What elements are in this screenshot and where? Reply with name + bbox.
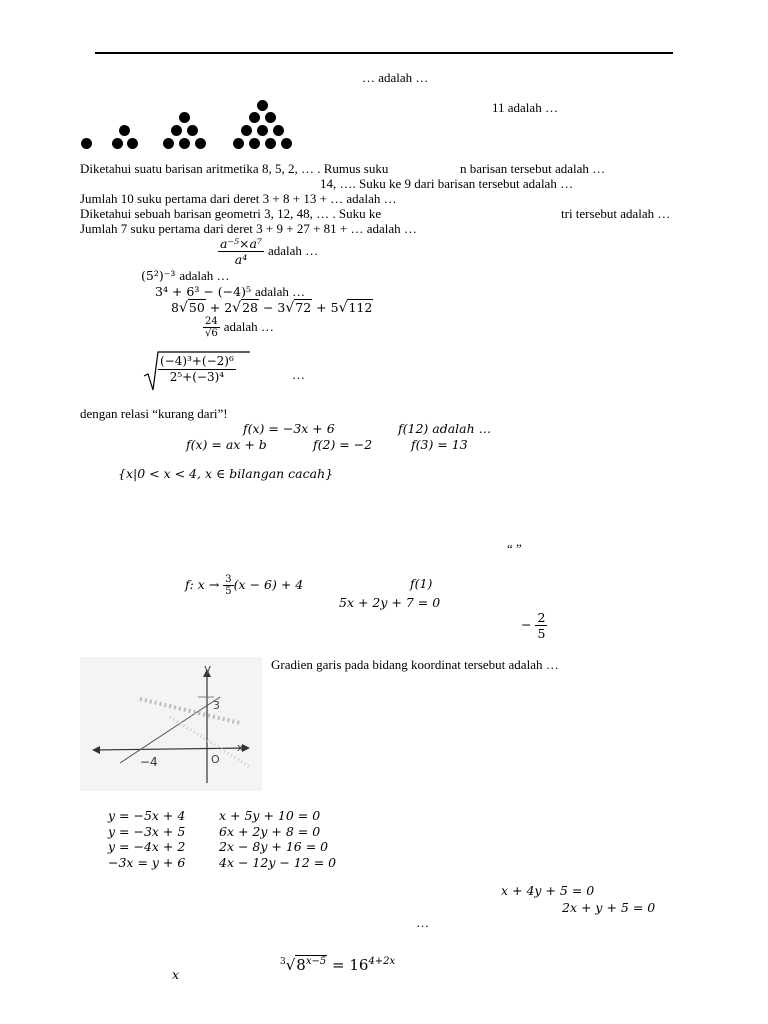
header-line-1: … adalah …	[362, 70, 429, 85]
question-geometric-b: tri tersebut adalah …	[561, 206, 671, 221]
question-arithmetic-a: Diketahui suatu barisan aritmetika 8, 5, 2, … . Rumus suku	[80, 161, 389, 176]
question-arithmetic-b: n barisan tersebut adalah …	[460, 161, 606, 176]
graph-label-y: y	[204, 662, 212, 676]
exponential-equation: $^3√8^{x-5} = 16^{4+2x}$	[280, 956, 396, 974]
graph-label-3: 3	[213, 699, 220, 712]
expr-surd-fraction: $\frac{24}{√6}$ adalah …	[205, 316, 274, 339]
question-relation: dengan relasi “kurang dari”!	[80, 406, 228, 421]
graph-label-minus-4: −4	[140, 755, 158, 769]
expr-power-fraction: $\frac{\text{a⁻⁵×a⁷}}{\text{a⁴}}$ adalah …	[220, 236, 319, 267]
func-f2: f(x) = ax + b	[186, 437, 267, 452]
graph-label-x: x	[237, 741, 244, 754]
set-notation: {x|0 < x < 4, x ∈ bilangan cacah}	[118, 466, 334, 481]
question-gradient: Gradien garis pada bidang koordinat tersebut adalah …	[271, 657, 559, 672]
options-left: y = −5x + 4 y = −3x + 5 y = −4x + 2 −3x = y + 6	[108, 808, 186, 870]
exp-variable: x	[172, 967, 180, 982]
expr-power-3: 3⁴ + 6³ − (−4)⁵ adalah …	[155, 284, 306, 299]
header-line-2: 11 adalah …	[492, 100, 558, 115]
func-f1-ask: f(12) adalah …	[398, 421, 492, 436]
top-rule	[95, 52, 673, 54]
question-sum-7: Jumlah 7 suku pertama dari deret 3 + 9 + 27 + 81 + … adalah …	[80, 221, 417, 236]
question-geometric-a: Diketahui sebuah barisan geometri 3, 12, 48, … . Suku ke	[80, 206, 382, 221]
mapping-f1: f(1)	[410, 576, 433, 591]
mapping-function: f: x → $\frac{3}{5}$ (x − 6) + 4	[185, 574, 304, 597]
root-ellipsis: …	[292, 367, 305, 382]
lines-ellipsis: …	[416, 915, 429, 930]
func-f2-val-2: f(3) = 13	[411, 437, 468, 452]
func-f1: f(x) = −3x + 6	[243, 421, 335, 436]
coordinate-graph	[80, 657, 262, 791]
line-eq-1: x + 4y + 5 = 0	[501, 883, 595, 898]
expr-power-2: (5²)⁻³ adalah …	[141, 268, 230, 283]
line-equation: 5x + 2y + 7 = 0	[339, 595, 441, 610]
graph-label-origin: O	[211, 753, 220, 766]
expr-surd-sum: 8√50 + 2√28 − 3√72 + 5√112	[171, 300, 373, 316]
func-f2-val-1: f(2) = −2	[313, 437, 373, 452]
question-sum-10: Jumlah 10 suku pertama dari deret 3 + 8 + 13 + … adalah …	[80, 191, 397, 206]
slope-value: − $\frac{2}{5}$	[521, 610, 546, 641]
coordinate-graph-photo	[80, 657, 262, 791]
options-right: x + 5y + 10 = 0 6x + 2y + 8 = 0 2x − 8y + 16 = 0 4x − 12y − 12 = 0	[219, 808, 337, 870]
line-eq-2: 2x + y + 5 = 0	[562, 900, 656, 915]
question-seq-9: 14, …. Suku ke 9 dari barisan tersebut adalah …	[320, 176, 574, 191]
quote-marks: “ ”	[507, 541, 522, 556]
